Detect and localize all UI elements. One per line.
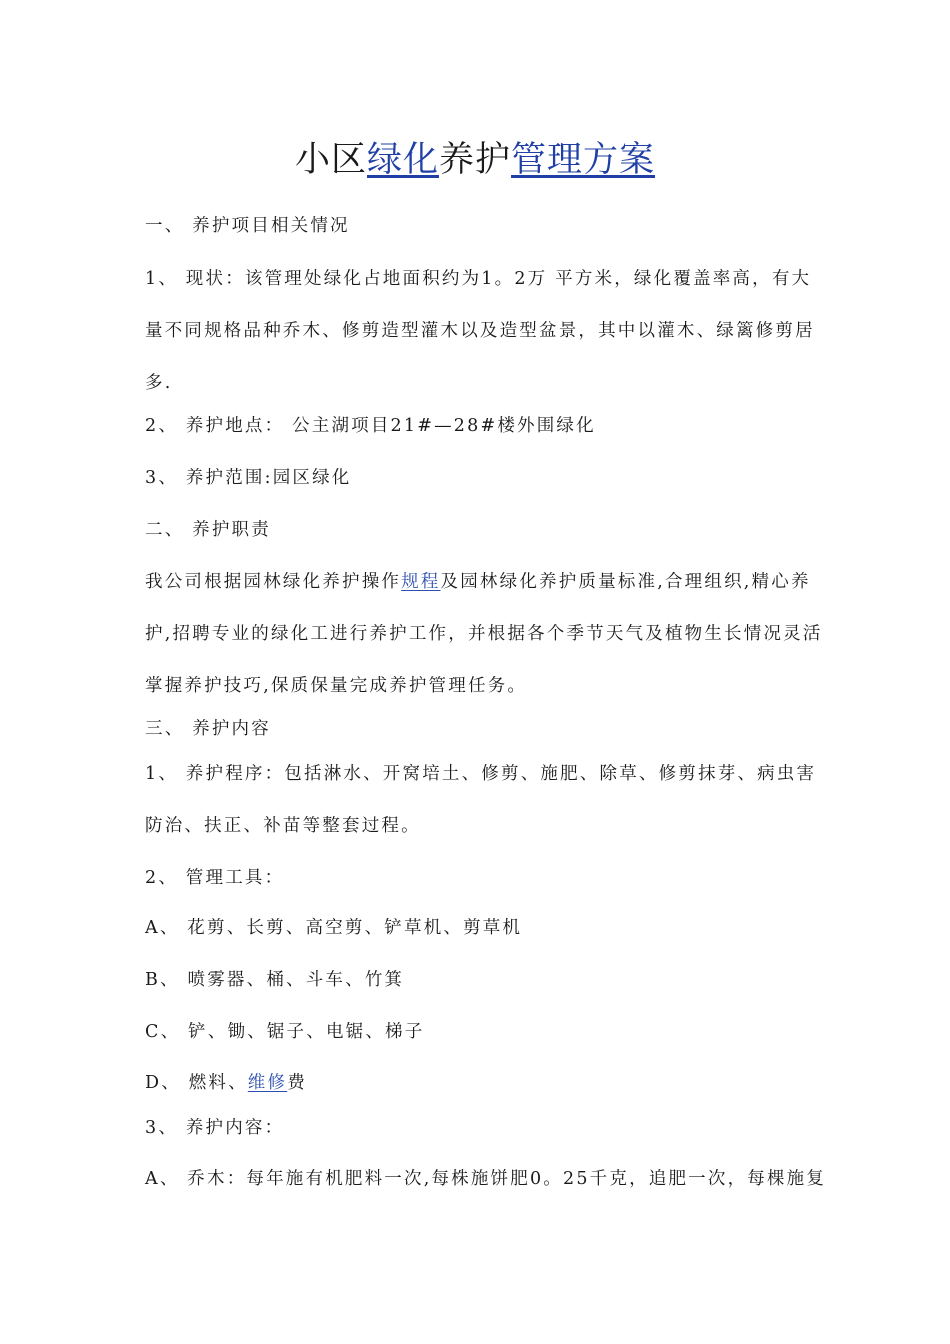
paragraph-line: 量不同规格品种乔木、修剪造型灌木以及造型盆景，其中以灌木、绿篱修剪居 bbox=[145, 321, 815, 341]
text-segment: D、 燃料、 bbox=[145, 1073, 248, 1093]
paragraph-line: 掌握养护技巧,保质保量完成养护管理任务。 bbox=[145, 676, 528, 696]
paragraph-line: A、 乔木：每年施有机肥料一次,每株施饼肥0。25千克，追肥一次，每棵施复 bbox=[145, 1169, 827, 1189]
paragraph-line: 1、 养护程序：包括淋水、开窝培土、修剪、施肥、除草、修剪抹芽、病虫害 bbox=[145, 764, 817, 784]
page-title bbox=[0, 132, 950, 182]
paragraph-line: 3、 养护内容： bbox=[145, 1118, 285, 1138]
link-maintenance[interactable]: 维修 bbox=[247, 1073, 288, 1093]
paragraph-line: 多. bbox=[145, 373, 173, 393]
paragraph-line: 3、 养护范围:园区绿化 bbox=[145, 468, 352, 488]
list-item: C、 铲、锄、锯子、电锯、梯子 bbox=[145, 1022, 425, 1042]
paragraph-line bbox=[145, 570, 811, 594]
section-heading-3: 三、 养护内容 bbox=[145, 719, 271, 739]
paragraph-line: 防治、扶正、补苗等整套过程。 bbox=[145, 816, 421, 836]
paragraph-line: 2、 养护地点： 公主湖项目21#—28#楼外围绿化 bbox=[145, 416, 596, 436]
title-part-2: 养护 bbox=[439, 140, 512, 180]
section-heading-1: 一、 养护项目相关情况 bbox=[145, 216, 350, 236]
title-link-management-plan[interactable]: 管理方案 bbox=[511, 140, 656, 180]
list-item bbox=[145, 1071, 307, 1095]
text-segment: 我公司根据园林绿化养护操作 bbox=[145, 572, 402, 592]
text-segment: 及园林绿化养护质量标准,合理组织,精心养 bbox=[440, 572, 811, 592]
list-item: B、 喷雾器、桶、斗车、竹箕 bbox=[145, 970, 405, 990]
paragraph-line: 2、 管理工具： bbox=[145, 868, 285, 888]
link-regulations[interactable]: 规程 bbox=[401, 572, 441, 592]
paragraph-line: 护,招聘专业的绿化工进行养护工作，并根据各个季节天气及植物生长情况灵活 bbox=[145, 624, 823, 644]
section-heading-2: 二、 养护职责 bbox=[145, 520, 271, 540]
title-link-greening[interactable]: 绿化 bbox=[366, 140, 439, 180]
paragraph-line: 1、 现状：该管理处绿化占地面积约为1。2万 平方米，绿化覆盖率高，有大 bbox=[145, 269, 812, 289]
title-part-1: 小区 bbox=[294, 140, 367, 180]
list-item: A、 花剪、长剪、高空剪、铲草机、剪草机 bbox=[145, 918, 523, 938]
text-segment: 费 bbox=[287, 1073, 307, 1093]
